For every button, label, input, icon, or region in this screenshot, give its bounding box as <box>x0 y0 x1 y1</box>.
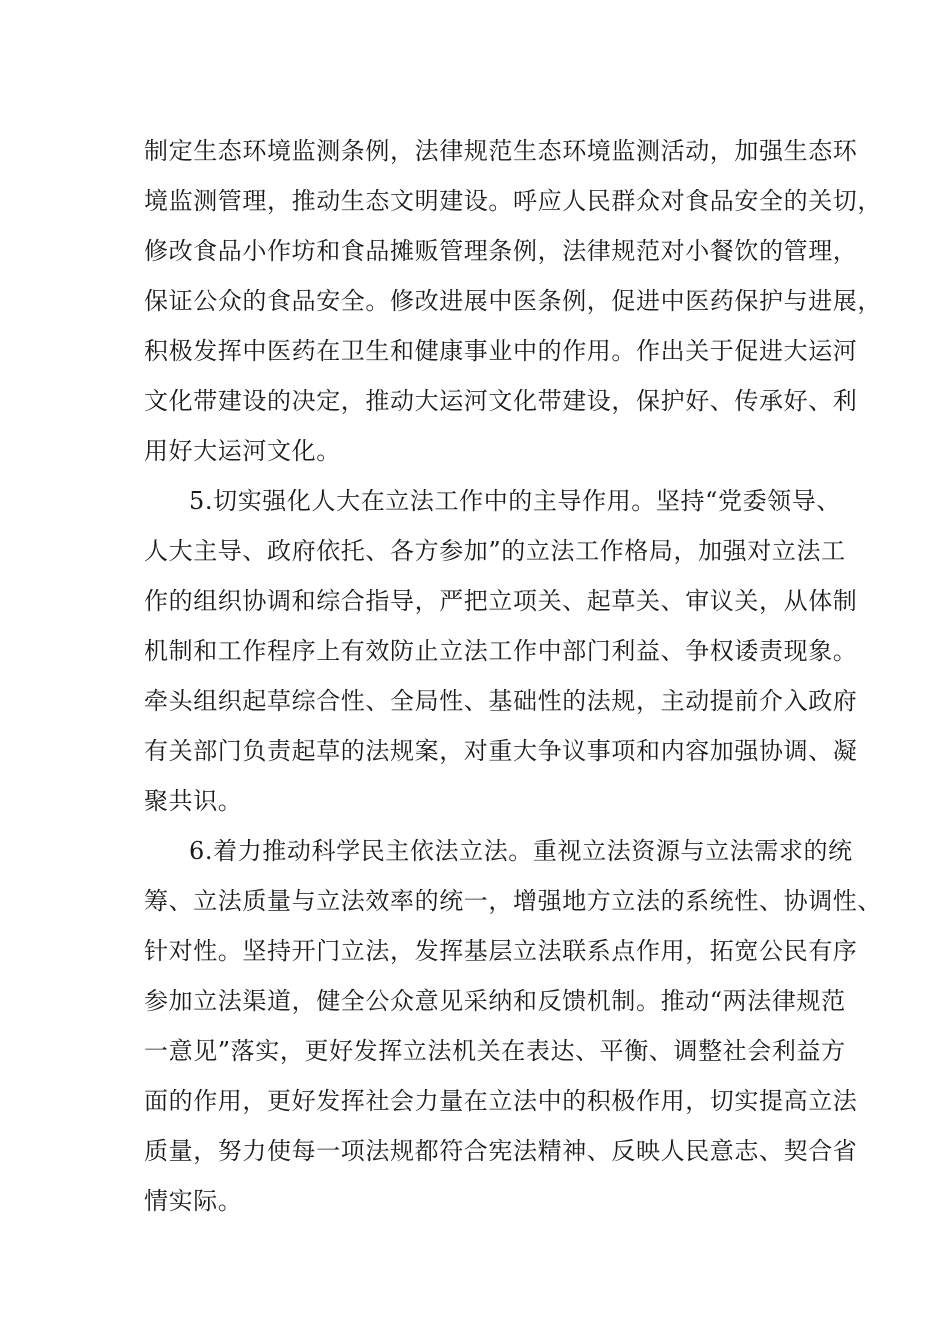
paragraph-3-line-8: 情实际。 <box>144 1187 243 1215</box>
paragraph-2-line-1: 5.切实强化人大在立法工作中的主导作用。坚持“党委领导、 <box>189 487 841 515</box>
paragraph-1-line-1: 制定生态环境监测条例，法律规范生态环境监测活动，加强生态环 <box>144 137 858 165</box>
paragraph-3-line-3: 针对性。坚持开门立法，发挥基层立法联系点作用，拓宽公民有序 <box>144 937 858 965</box>
paragraph-2-line-5: 牵头组织起草综合性、全局性、基础性的法规，主动提前介入政府 <box>144 687 858 715</box>
paragraph-1-line-3: 修改食品小作坊和食品摊贩管理条例，法律规范对小餐饮的管理， <box>144 237 858 265</box>
paragraph-2-line-2: 人大主导、政府依托、各方参加”的立法工作格局，加强对立法工 <box>144 537 846 565</box>
paragraph-3-line-6: 面的作用，更好发挥社会力量在立法中的积极作用，切实提高立法 <box>144 1087 858 1115</box>
paragraph-3-line-2: 筹、立法质量与立法效率的统一，增强地方立法的系统性、协调性、 <box>144 887 882 915</box>
paragraph-3-line-7: 质量，努力使每一项法规都符合宪法精神、反映人民意志、契合省 <box>144 1137 858 1165</box>
paragraph-1-line-2: 境监测管理，推动生态文明建设。呼应人民群众对食品安全的关切， <box>144 187 882 215</box>
paragraph-1-line-7: 用好大运河文化。 <box>144 437 341 465</box>
paragraph-1-line-4: 保证公众的食品安全。修改进展中医条例，促进中医药保护与进展， <box>144 287 882 315</box>
paragraph-2-line-3: 作的组织协调和综合指导，严把立项关、起草关、审议关，从体制 <box>144 587 858 615</box>
paragraph-2-line-4: 机制和工作程序上有效防止立法工作中部门利益、争权诿责现象。 <box>144 637 858 665</box>
paragraph-3-line-4: 参加立法渠道，健全公众意见采纳和反馈机制。推动“两法律规范 <box>144 987 846 1015</box>
paragraph-2-line-6: 有关部门负责起草的法规案，对重大争议事项和内容加强协调、凝 <box>144 737 858 765</box>
paragraph-1-line-5: 积极发挥中医药在卫生和健康事业中的作用。作出关于促进大运河 <box>144 337 858 365</box>
paragraph-3-line-1: 6.着力推动科学民主依法立法。重视立法资源与立法需求的统 <box>189 837 853 865</box>
paragraph-3-line-5: 一意见”落实，更好发挥立法机关在表达、平衡、调整社会利益方 <box>144 1037 846 1065</box>
paragraph-2-line-7: 聚共识。 <box>144 787 243 815</box>
paragraph-1-line-6: 文化带建设的决定，推动大运河文化带建设，保护好、传承好、利 <box>144 387 858 415</box>
